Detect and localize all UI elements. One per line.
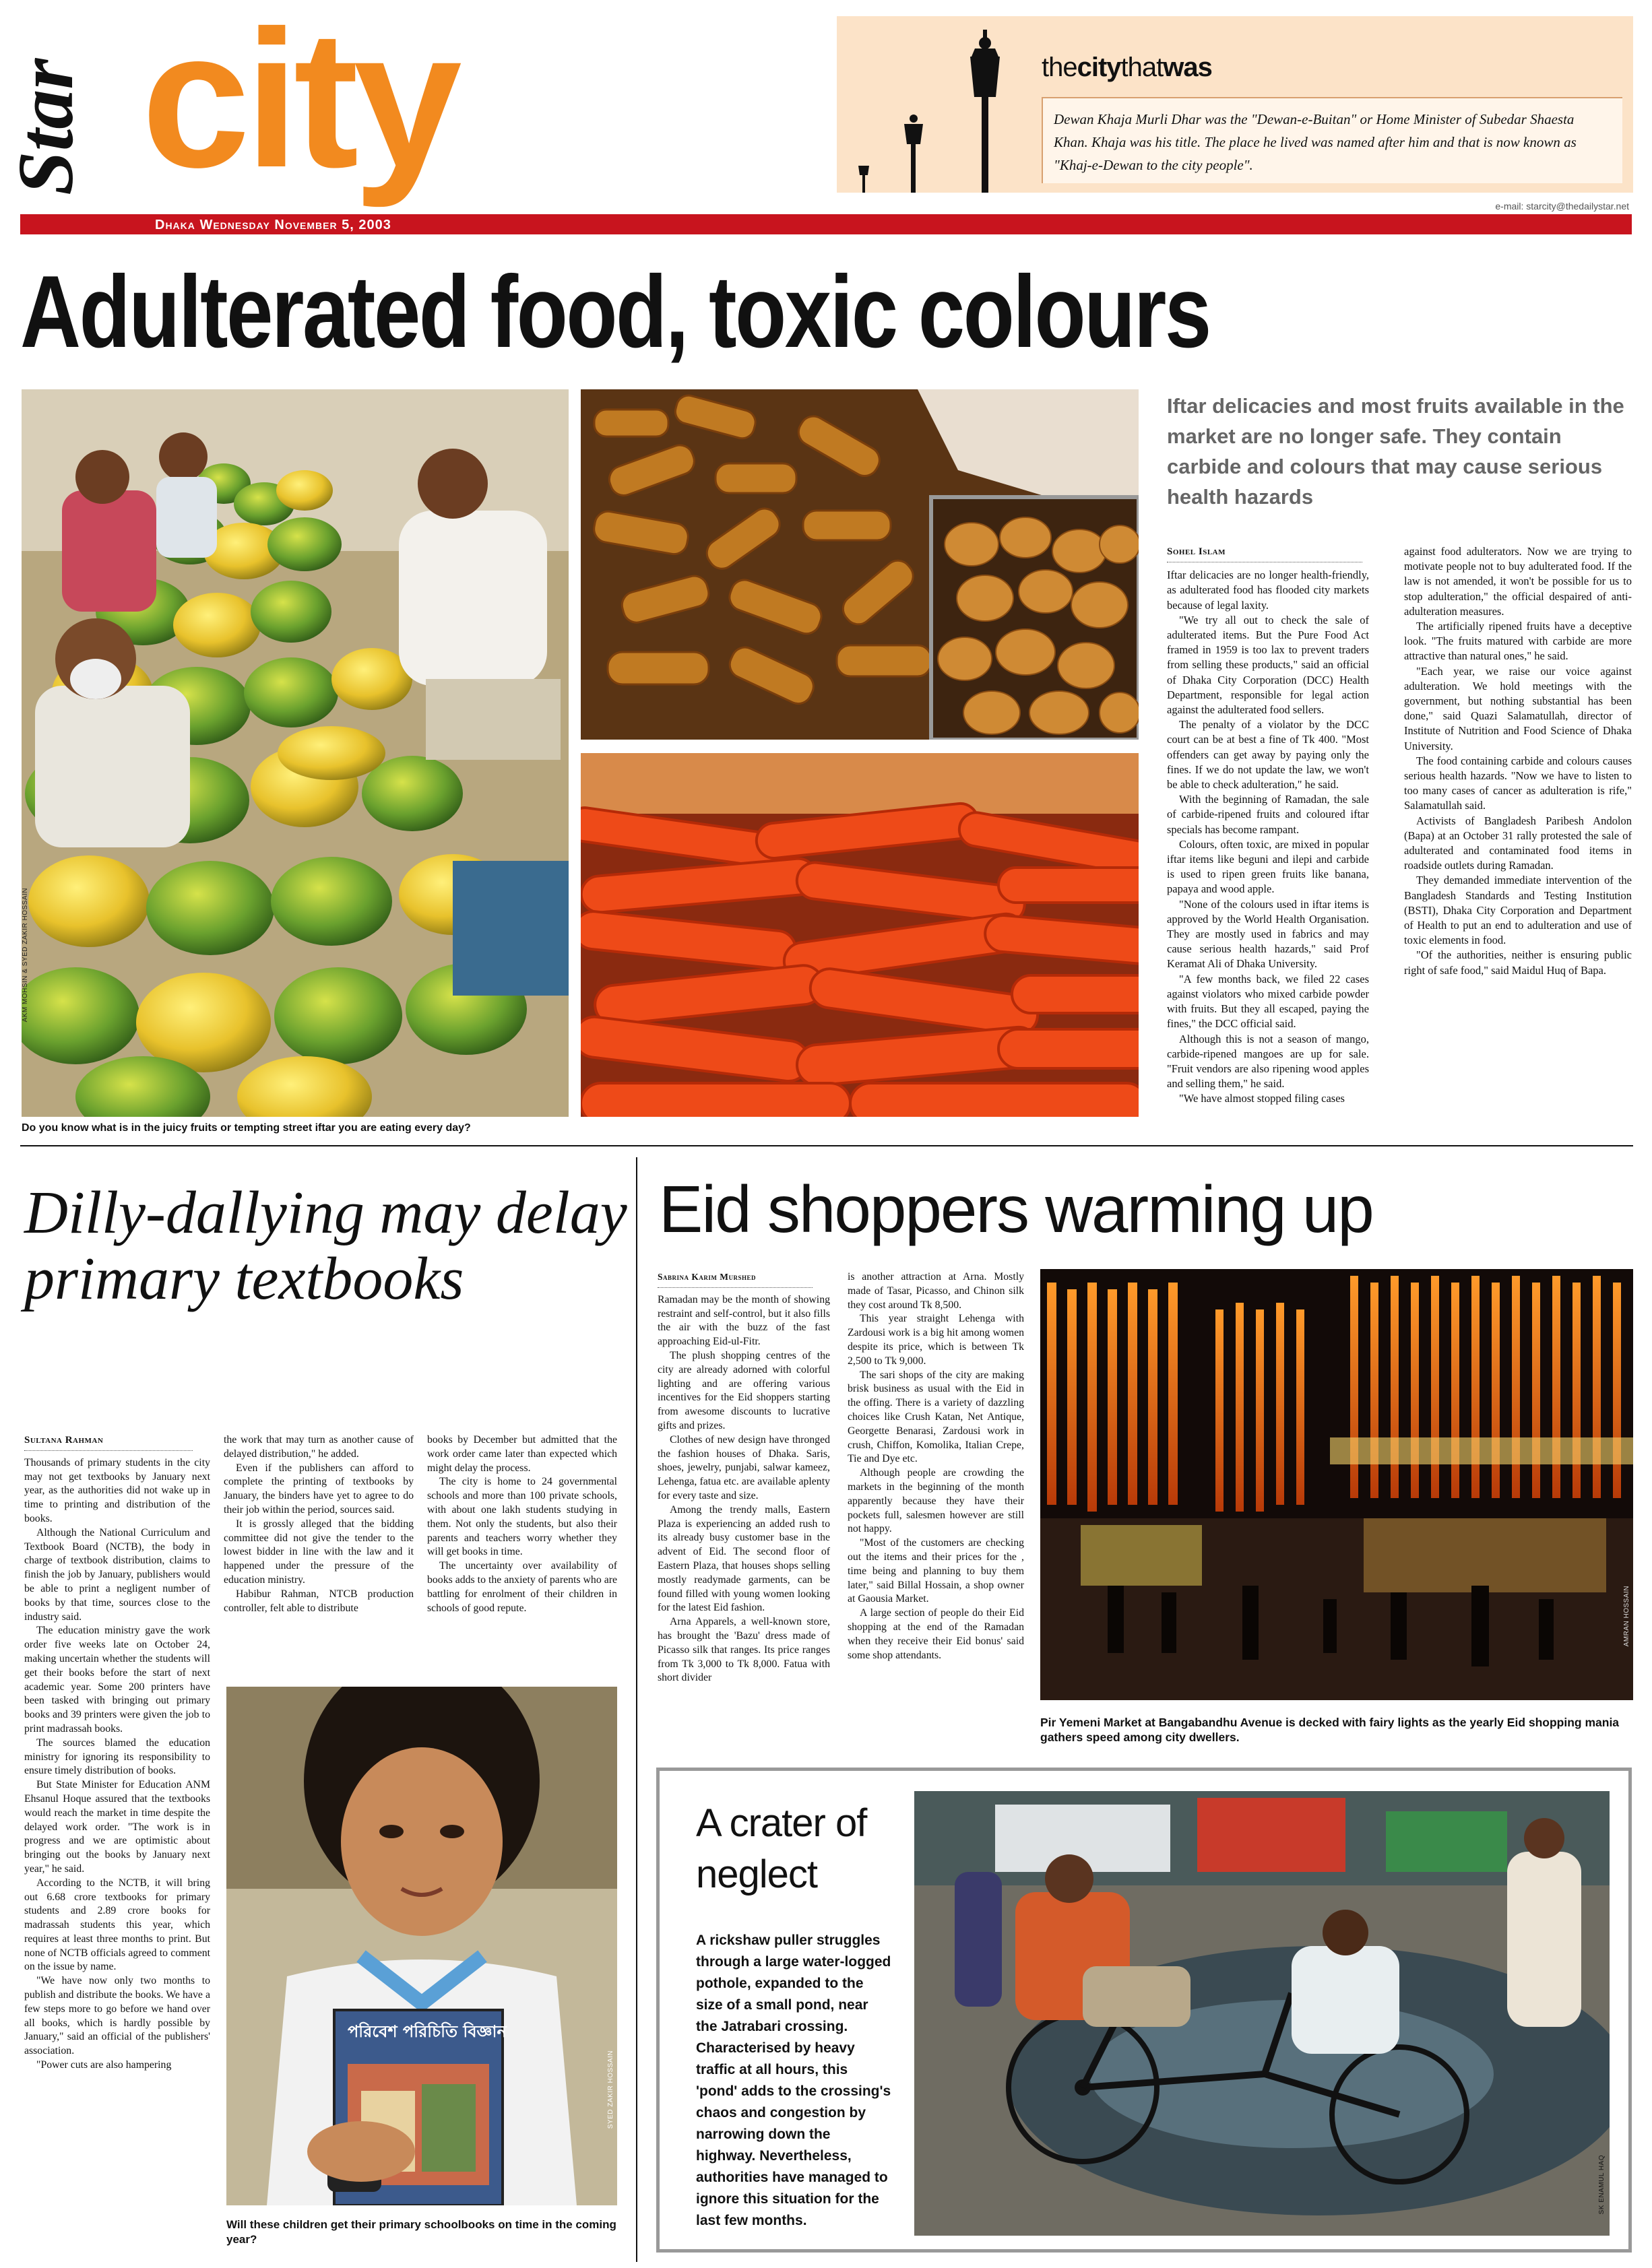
rickshaw-photo-art [914,1791,1610,2236]
lead-c1-p2: The penalty of a violator by the DCC court can be at best a fine of Tk 400. "Most offenders can get away by paying only the fines. If we do not update the law, we won't be able to check adulteration," he said. [1167,718,1369,791]
lead-c2-p3: The food containing carbide and colours causes serious health hazards. "Now we have to listen to too many cases of cancer as adulteration is rife," Salamatullah said. [1404,754,1632,812]
tb-c3-p2: The uncertainty over availability of books adds to the anxiety of parents who are battling for enrolment of their children in schools of good repute. [427,1560,617,1614]
eid-c1-p0: Ramadan may be the month of showing restraint and self-control, but it also fills the air with the buzz of the fast approaching Eid-ul-Fitr. [658,1293,830,1348]
market-photo-art [1040,1269,1633,1700]
tb-c2-p2: It is grossly alleged that the bidding committee did not give the tender to the lowest bidder in line with the law and it happened under the pressure of the education ministry. [224,1518,414,1586]
lead-c1-p3: With the beginning of Ramadan, the sale of carbide-ripened fruits and coloured iftar specials has become rampant. [1167,793,1369,836]
textbooks-column-3 [427,1433,617,1615]
tb-c1-p6: "We have now only two months to publish and distribute the books. We have a few steps more to go before we hand over all books, which is hardly possible by January," said an official of the publishers' association. [24,1975,210,2057]
schoolgirl-caption: Will these children get their primary schoolbooks on time in the coming year? [226,2218,616,2246]
market-photo-caption: Pir Yemeni Market at Bangabandhu Avenue is decked with fairy lights as the yearly Eid shopping mania gathers speed among city dwellers. [1040,1716,1620,1744]
schoolgirl-photo-art [226,1687,617,2205]
lead-c1-p8: "We have almost stopped filing cases [1179,1092,1345,1105]
eid-c2-p5: A large section of people do their Eid shopping at the end of the Ramadan when they receive their Eid bonus' said some shop attendants. [848,1607,1024,1661]
masthead [0,0,1652,236]
iftar-photo-art [581,389,1139,740]
tb-c3-p1: The city is home to 24 governmental schools and more than 100 private schools, with about one lakh students studying in them. Not only the students, but also their parents and teachers worry whether they will get books in time. [427,1476,617,1558]
rickshaw-pothole-photo [914,1791,1610,2236]
lead-c1-p5: "None of the colours used in iftar items is approved by the World Health Organisation. They are mostly used in fabrics and may cause serious health hazards," said Prof Keramat Ali of Dhaka University. [1167,897,1369,971]
book-cover-title: পরিবেশ পরিচিতি বিজ্ঞান [348,2022,507,2041]
lamp-posts-graphic [837,16,1039,193]
tb-c2-p3: Habibur Rahman, NTCB production controller, felt able to distribute [224,1588,414,1614]
eid-c1-p2: Clothes of new design have thronged the fashion houses of Dhaka. Saris, shoes, jewelry, punjabi, salwar kameez, Lehenga, fatua etc. are available aplenty for every taste and size. [658,1433,830,1501]
city-that-was-text-box [1042,97,1622,183]
label-that: that [1120,53,1164,82]
logo-city: city [141,0,457,208]
schoolgirl-photo-credit: SYED ZAKIR HOSSAIN [607,2050,614,2129]
lead-c1-p4: Colours, often toxic, are mixed in popular iftar items like beguni and ilepi and carbide is used to ripen green fruits like banana, papaya and wood apple. [1167,837,1369,896]
tb-c1-p2: The education ministry gave the work order five weeks late on October 24, making uncertain whether the students will get their books before the start of next academic year. Some 200 printers have been tasked with bringing out primary books and 39 printers were given the job to print madrassah books. [24,1625,210,1735]
lead-c1-p7: Although this is not a season of mango, carbide-ripened mangoes are up for sale. "Fruit vendors are also ripening wood apples and selling them," he said. [1167,1032,1369,1091]
textbooks-column-1 [24,1433,210,2073]
eid-column-2 [848,1270,1024,1662]
eid-c1-p1: The plush shopping centres of the city are already adorned with colorful lighting and are offering various incentives for the Eid shoppers starting from awesome discounts to lucrative gifts and prizes. [658,1349,830,1431]
label-was: was [1163,53,1212,82]
byline-rule [24,1450,193,1451]
papaya-vendors-photo [22,389,569,1117]
lead-c1-p6: "A few months back, we filed 22 cases against violators who mixed carbide powder with fruits. But they all escaped, paying the fines," the DCC official said. [1167,972,1369,1031]
eid-c2-p1: This year straight Lehenga with Zardousi work is a big hit among women despite its price, which is between Tk 2,500 to Tk 9,000. [848,1313,1024,1367]
jilapi-photo-art [581,753,1139,1117]
eid-c2-p3: Although people are crowding the markets in the beginning of the month apparently because they have their pockets full, salesmen however are still not happy. [848,1467,1024,1535]
rickshaw-photo-credit: SK ENAMUL HAQ [1598,2155,1606,2215]
tb-c1-p0: Thousands of primary students in the city may not get textbooks by January next year, as the authorities did not wake up in time to printing and distribution of the books. [24,1456,210,1524]
lead-c2-p0: against food adulterators. Now we are trying to motivate people not to buy adulterated food. If the law is not amended, it won't be possible for us to stop adulteration," the official despaired of anti-adulteration measures. [1404,545,1632,618]
byline-rule [658,1287,813,1288]
dateline: Dhaka Wednesday November 5, 2003 [155,218,391,232]
tb-c1-p4: But State Minister for Education ANM Ehsanul Hoque assured that the textbooks would reach the market in time despite the delayed work order. "The work is in progress and we are optimistic about bringing out the books by January next year," he said. [24,1779,210,1875]
lead-photo-caption: Do you know what is in the juicy fruits or tempting street iftar you are eating every day? [22,1122,471,1134]
schoolgirl-photo [226,1687,617,2205]
eid-c2-p4: "Most of the customers are checking out the items and their prices for the , time being and planning to buy them later," said Billal Hossain, a shop owner at Gaousia Market. [848,1537,1024,1605]
market-lights-photo [1040,1269,1633,1700]
city-that-was-text: Dewan Khaja Murli Dhar was the "Dewan-e-Buitan" or Home Minister of Subedar Shaesta Khan. Khaja was his title. The place he lived was named after him and that is now known as "Khaj-e-Dewan to the city people". [1054,111,1577,173]
eid-c1-p3: Among the trendy malls, Eastern Plaza is experiencing an added rush to its already busy customer base in the advent of Eid. The second floor of Eastern Plaza, that houses shops selling mostly readymade garments, can be found filled with young women looking for the latest Eid fashion. [658,1503,830,1614]
textbooks-column-2 [224,1433,414,1615]
textbooks-headline: Dilly-dallying may delay primary textbooks [24,1179,627,1312]
eid-headline: Eid shoppers warming up [659,1172,1373,1246]
eid-c2-p2: The sari shops of the city are making brisk business as usual with the Eid in the offing. There is a variety of dazzling choices like Crush Katan, Net Antique, Georgette Benarasi, Zardousi work in crush, Chiffon, Komolika, Italian Crepe, Tie and Dye etc. [848,1369,1024,1465]
tb-c2-p1: Even if the publishers can afford to complete the printing of textbooks by January, the binders have yet to agree to do their job within the period, sources said. [224,1462,414,1516]
lead-c1-p0: Iftar delicacies are no longer health-friendly, as adulterated food has flooded city markets because of legal laxity. [1167,569,1369,612]
eid-c1-p4: Arna Apparels, a well-known store, has brought the 'Bazu' dress made of Picasso silk that ranges. Its price ranges from Tk 3,000 to Tk 8,000. Fatua with short divider [658,1616,830,1684]
city-that-was-box [837,16,1633,193]
lead-headline: Adulterated food, toxic colours [20,255,1210,369]
crater-text: A rickshaw puller struggles through a large water-logged pothole, expanded to the size of a small pond, near the Jatrabari crossing. Characterised by heavy traffic at all hours, this 'pond' adds to the crossing's chaos and congestion by narrowing down the highway. Nevertheless, authorities have managed to ignore this situation for the last few months. [696,1933,891,2228]
lead-c2-p2: "Each year, we raise our voice against adulteration. We hold meetings with the government, but nothing substantial has been done," said Quazi Salamatullah, director of Institute of Nutrition and Food Science of Dhaka University. [1404,664,1632,752]
city-that-was-label [1042,53,1212,83]
eid-byline: Sabrina Karim Murshed [658,1272,757,1282]
textbooks-byline: Sultana Rahman [24,1435,104,1446]
label-the: the [1042,53,1077,82]
fried-iftar-photo [581,389,1139,740]
tb-c1-p5: According to the NCTB, it will bring out 6.68 crore textbooks for primary students and 2.89 crore books for madrassah students this year, which requires at least three months to print. But none of NCTB officials agreed to comment on the issue by name. [24,1877,210,1973]
lead-c1-p1: "We try all out to check the sale of adulterated items. But the Pure Food Act framed in 1959 is too lax to prevent traders from selling these products," said an official of Dhaka City Corporation (DCC) Health Department, responsible for legal action against the adulterated food sellers. [1167,613,1369,717]
market-photo-credit: AMRAN HOSSAIN [1623,1586,1630,1647]
papaya-photo-credit: AKM MOHSIN & SYED ZAKIR HOSSAIN [22,888,29,1023]
lead-byline: Sohel Islam [1167,546,1226,557]
crater-box [656,1768,1632,2253]
tb-c1-p3: The sources blamed the education ministry for ignoring its responsibility to ensure timely distribution of books. [24,1737,210,1777]
jilapi-photo [581,753,1139,1117]
papaya-photo-art [22,389,569,1117]
date-bar [20,214,1632,234]
section-divider [20,1145,1633,1146]
logo-star: Star [1,58,90,195]
eid-c2-p0: is another attraction at Arna. Mostly made of Tasar, Picasso, and Chinon silk they cost around Tk 8,500. [848,1271,1024,1311]
lead-column-1 [1167,544,1369,1107]
lead-column-2 [1404,544,1632,978]
crater-headline: A crater of neglect [696,1801,867,1896]
eid-column-1 [658,1270,830,1685]
tb-c3-p0: books by December but admitted that the work order came later than expected which might delay the process. [427,1434,617,1474]
email-contact: e-mail: starcity@thedailystar.net [1495,201,1629,212]
label-city: city [1077,53,1121,82]
column-divider [636,1157,637,2262]
tb-c1-p7: "Power cuts are also hampering [36,2059,172,2071]
lead-c2-p5: They demanded immediate intervention of the Bangladesh Standards and Testing Institution (BSTI), Dhaka City Corporation and Department of Health to put an end to adulteration and use of toxic elements in food. [1404,874,1632,947]
lead-c2-p6: "Of the authorities, neither is ensuring public right of safe food," said Maidul Huq of Bapa. [1404,948,1632,977]
lead-c2-p4: Activists of Bangladesh Paribesh Andolon (Bapa) at an October 31 rally protested the sale of adulterated and contaminated food items in roadside outlets during Ramadan. [1404,814,1632,872]
tb-c1-p1: Although the National Curriculum and Textbook Board (NCTB), the body in charge of textbook distribution, claims to finish the job by January, publishers would be able to print a negligent number of books by that time, sources close to the industry said. [24,1526,210,1623]
tb-c2-p0: the work that may turn as another cause of delayed distribution," he added. [224,1434,414,1460]
lead-c2-p1: The artificially ripened fruits have a deceptive look. "The fruits matured with carbide are more attractive than natural ones," he said. [1404,620,1632,663]
lead-deck: Iftar delicacies and most fruits available in the market are no longer safe. They contain carbide and colours that may cause serious health hazards [1167,394,1624,509]
